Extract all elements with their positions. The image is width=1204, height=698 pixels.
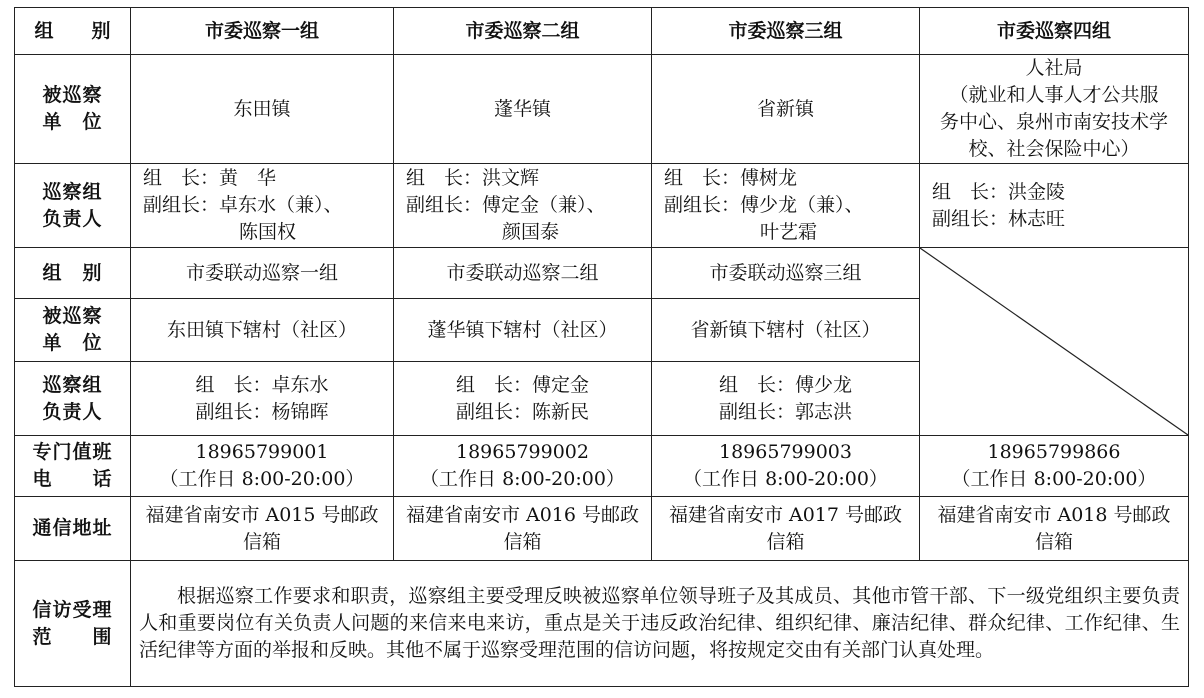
group-4-address: 福建省南安市 A018 号邮政 信箱 <box>920 497 1189 561</box>
header-row <box>15 8 1189 55</box>
target-row <box>15 55 1189 164</box>
group-1-leaders: 组 长：黄 华 副组长：卓东水（兼）、 陈国权 <box>131 164 394 248</box>
linked-target-label: 被巡察 单 位 <box>15 299 131 362</box>
scope-text-cell <box>131 561 1189 687</box>
linked-header-label: 组 别 <box>15 248 131 299</box>
group-3-address: 福建省南安市 A017 号邮政 信箱 <box>652 497 920 561</box>
target-label: 被巡察 单 位 <box>15 55 131 164</box>
group-2-address: 福建省南安市 A016 号邮政 信箱 <box>394 497 652 561</box>
phone-number: 18965799001 <box>195 441 329 463</box>
group-2-header: 市委巡察二组 <box>394 8 652 55</box>
group-4-leaders: 组 长：洪金陵 副组长：林志旺 <box>920 164 1189 248</box>
group-1-header: 市委巡察一组 <box>131 8 394 55</box>
phone-hours: （工作日 8:00-20:00） <box>420 468 625 490</box>
linked-group-3-leaders: 组 长：傅少龙 副组长：郭志洪 <box>652 362 920 436</box>
group-4-header: 市委巡察四组 <box>920 8 1189 55</box>
phone-number: 18965799002 <box>456 441 589 463</box>
linked-group-1-target: 东田镇下辖村（社区） <box>131 299 394 362</box>
phone-hours: （工作日 8:00-20:00） <box>951 468 1157 490</box>
empty-diagonal-cell <box>920 248 1189 436</box>
group-1-target: 东田镇 <box>131 55 394 164</box>
group-1-phone <box>131 436 394 497</box>
scope-text: 根据巡察工作要求和职责，巡察组主要受理反映被巡察单位领导班子及其成员、其他市管干部、下一级党组织主要负责人和重要岗位有关负责人问题的来信来电来访，重点是关于违反政治纪律、组织纪律、廉洁纪律、群众纪律、工作纪律、生活纪律等方面的举报和反映。其他不属于巡察受理范围的信访问题，将按规定交由有关部门认真处理。 <box>139 585 1180 661</box>
group-2-phone <box>394 436 652 497</box>
linked-group-2-target: 蓬华镇下辖村（社区） <box>394 299 652 362</box>
linked-leader-label: 巡察组 负责人 <box>15 362 131 436</box>
group-3-phone <box>652 436 920 497</box>
header-label: 组 别 <box>15 8 131 55</box>
leader-row <box>15 164 1189 248</box>
phone-number: 18965799866 <box>987 441 1121 463</box>
group-3-target: 省新镇 <box>652 55 920 164</box>
group-1-address: 福建省南安市 A015 号邮政 信箱 <box>131 497 394 561</box>
linked-group-3-target: 省新镇下辖村（社区） <box>652 299 920 362</box>
group-4-target: 人社局 （就业和人事人才公共服 务中心、泉州市南安技术学 校、社会保险中心） <box>920 55 1189 164</box>
phone-hours: （工作日 8:00-20:00） <box>159 468 365 490</box>
linked-group-1-header: 市委联动巡察一组 <box>131 248 394 299</box>
leader-label: 巡察组 负责人 <box>15 164 131 248</box>
linked-group-2-header: 市委联动巡察二组 <box>394 248 652 299</box>
group-3-leaders: 组 长：傅树龙 副组长：傅少龙（兼）、 叶艺霜 <box>652 164 920 248</box>
address-label: 通信地址 <box>15 497 131 561</box>
group-4-phone <box>920 436 1189 497</box>
phone-row <box>15 436 1189 497</box>
phone-label: 专门值班 电 话 <box>15 436 131 497</box>
group-3-header: 市委巡察三组 <box>652 8 920 55</box>
phone-hours: （工作日 8:00-20:00） <box>683 468 888 490</box>
scope-label: 信访受理 范 围 <box>15 561 131 687</box>
group-2-target: 蓬华镇 <box>394 55 652 164</box>
linked-group-3-header: 市委联动巡察三组 <box>652 248 920 299</box>
phone-number: 18965799003 <box>719 441 852 463</box>
inspection-info-table <box>14 7 1189 687</box>
scope-row <box>15 561 1189 687</box>
diagonal-line <box>920 248 1188 435</box>
address-row <box>15 497 1189 561</box>
linked-header-row <box>15 248 1189 299</box>
linked-group-2-leaders: 组 长：傅定金 副组长：陈新民 <box>394 362 652 436</box>
linked-group-1-leaders: 组 长：卓东水 副组长：杨锦晖 <box>131 362 394 436</box>
group-2-leaders: 组 长：洪文辉 副组长：傅定金（兼）、 颜国泰 <box>394 164 652 248</box>
